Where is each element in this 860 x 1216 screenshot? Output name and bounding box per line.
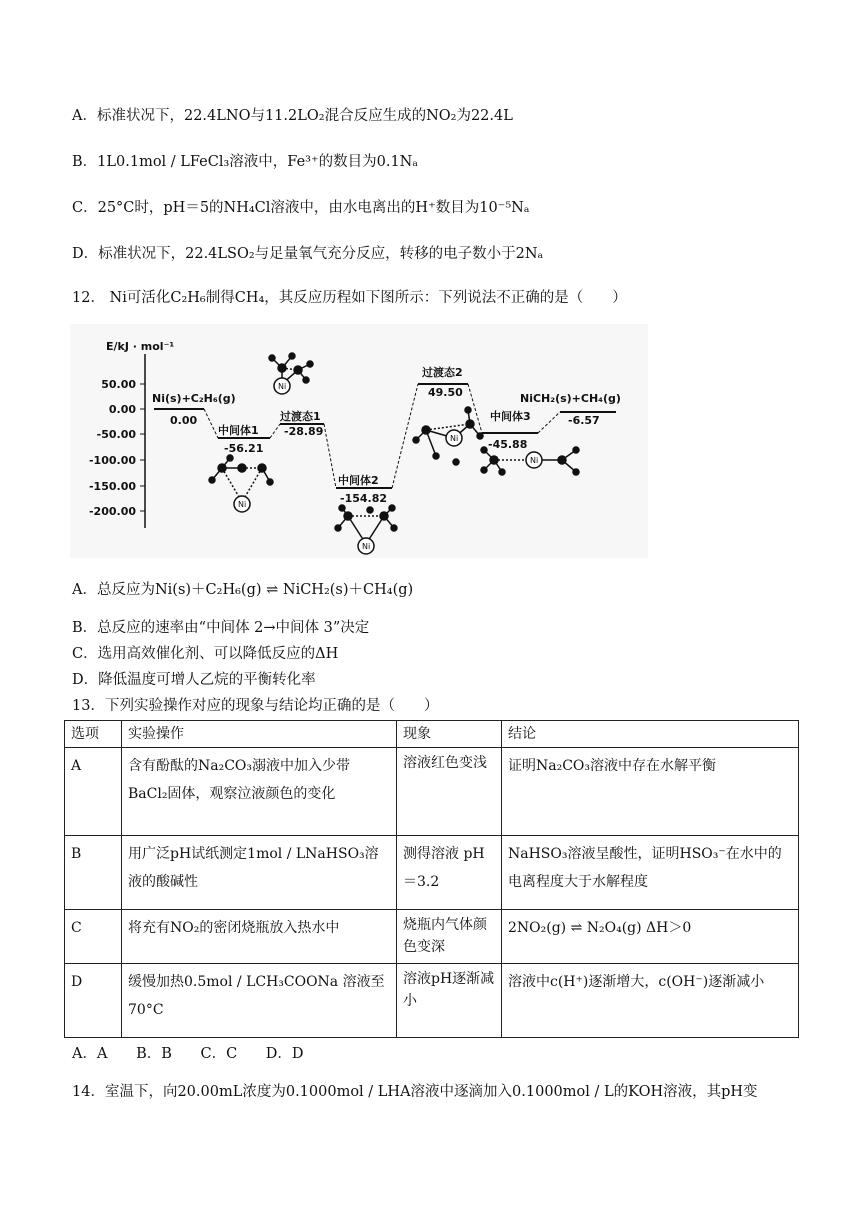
cell-operation: 用广泛pH试纸测定1mol / LNaHSO₃溶液的酸碱性 <box>122 836 397 910</box>
ni-label-ts2: Ni <box>450 434 459 443</box>
molecule-int2 <box>335 505 397 554</box>
int2-value: -154.82 <box>340 492 388 505</box>
q11-option-c: C．25°C时，pH＝5的NH₄Cl溶液中，由水电离出的H⁺数目为10⁻⁵Nₐ <box>72 200 530 216</box>
ni-label-int1: Ni <box>238 500 247 509</box>
int1-value: -56.21 <box>224 442 264 455</box>
q11-option-d: D．标准状况下，22.4LSO₂与足量氧气充分反应，转移的电子数小于2Nₐ <box>72 246 544 262</box>
q14-stem: 14．室温下，向20.00mL浓度为0.1000mol / LHA溶液中逐滴加入0.1000mol / L的KOH溶液，其pH变 <box>72 1084 758 1100</box>
header-phenomenon: 现象 <box>397 721 502 748</box>
ytick-neg150: -150.00 <box>88 480 136 493</box>
ts1-value: -28.89 <box>284 425 324 438</box>
cell-phenomenon: 溶液红色变浅 <box>397 748 502 836</box>
cell-conclusion: 证明Na₂CO₃溶液中存在水解平衡 <box>502 748 799 836</box>
ytick-neg100: -100.00 <box>88 454 136 467</box>
cell-option: A <box>65 748 122 836</box>
q12-option-a: A．总反应为Ni(s)＋C₂H₆(g) ⇌ NiCH₂(s)＋CH₄(g) <box>72 582 414 598</box>
q12-stem: 12． Ni可活化C₂H₆制得CH₄，其反应历程如下图所示：下列说法不正确的是（ ） <box>72 290 627 306</box>
ni-label-int2: Ni <box>362 542 371 551</box>
cell-phenomenon: 溶液pH逐渐减小 <box>397 964 502 1038</box>
diagram-ylabel: E/kJ · mol⁻¹ <box>106 340 175 353</box>
cell-conclusion: 溶液中c(H⁺)逐渐增大，c(OH⁻)逐渐减小 <box>502 964 799 1038</box>
header-option: 选项 <box>65 721 122 748</box>
cell-phenomenon: 测得溶液 pH＝3.2 <box>397 836 502 910</box>
table-row <box>65 748 799 836</box>
q13-choice-b: B．B <box>136 1046 172 1062</box>
table-row <box>65 964 799 1038</box>
table-row <box>65 836 799 910</box>
cell-option: C <box>65 910 122 964</box>
start-value: 0.00 <box>170 414 198 427</box>
start-label: Ni(s)+C₂H₆(g) <box>152 392 236 405</box>
q13-choice-c: C．C <box>200 1046 238 1062</box>
table-header-row <box>65 721 799 748</box>
cell-conclusion: 2NO₂(g) ⇌ N₂O₄(g) ΔH＞0 <box>502 910 799 964</box>
header-conclusion: 结论 <box>502 721 799 748</box>
ytick-50: 50.00 <box>101 378 136 391</box>
cell-option: B <box>65 836 122 910</box>
molecule-int1 <box>209 455 273 512</box>
int3-label: 中间体3 <box>490 410 531 423</box>
cell-option: D <box>65 964 122 1038</box>
ytick-neg50: -50.00 <box>96 428 136 441</box>
molecule-ts1 <box>269 353 313 394</box>
q13-stem: 13．下列实验操作对应的现象与结论均正确的是（ ） <box>72 698 439 714</box>
ytick-neg200: -200.00 <box>88 505 136 518</box>
ts1-label: 过渡态1 <box>280 410 321 423</box>
int2-label: 中间体2 <box>338 474 379 487</box>
molecule-int3 <box>481 447 579 475</box>
energy-profile-diagram <box>70 324 648 558</box>
cell-operation: 缓慢加热0.5mol / LCH₃COONa 溶液至70°C <box>122 964 397 1038</box>
q12-option-d: D．降低温度可增人乙烷的平衡转化率 <box>72 672 316 688</box>
table-row <box>65 910 799 964</box>
ni-label-int3: Ni <box>530 456 539 465</box>
int1-label: 中间体1 <box>218 424 259 437</box>
cell-phenomenon: 烧瓶内气体颜色变深 <box>397 910 502 964</box>
cell-operation: 含有酚酞的Na₂CO₃溺液中加入少带 BaCl₂固体，观察泣液颜色的变化 <box>122 748 397 836</box>
q13-choice-a: A．A <box>72 1046 108 1062</box>
cell-operation: 将充有NO₂的密闭烧瓶放入热水中 <box>122 910 397 964</box>
ni-label-ts1: Ni <box>278 382 287 391</box>
q13-choice-d: D．D <box>265 1046 304 1062</box>
ytick-0: 0.00 <box>108 403 136 416</box>
ts2-label: 过渡态2 <box>422 366 463 379</box>
ts2-value: 49.50 <box>428 386 463 399</box>
int3-value: -45.88 <box>488 438 528 451</box>
end-value: -6.57 <box>568 414 600 427</box>
cell-conclusion: NaHSO₃溶液呈酸性，证明HSO₃⁻在水中的电离程度大于水解程度 <box>502 836 799 910</box>
q12-option-c: C．选用高效催化剂、可以降低反应的ΔH <box>72 646 339 662</box>
end-label: NiCH₂(s)+CH₄(g) <box>520 392 621 405</box>
q11-option-b: B．1L0.1mol / LFeCl₃溶液中，Fe³⁺的数目为0.1Nₐ <box>72 154 418 170</box>
q12-option-b: B．总反应的速率由“中间体 2→中间体 3”决定 <box>72 620 370 636</box>
q11-option-a: A．标准状况下，22.4LNO与11.2LO₂混合反应生成的NO₂为22.4L <box>72 108 513 124</box>
q13-choices <box>72 1044 328 1064</box>
header-operation: 实验操作 <box>122 721 397 748</box>
molecule-ts2 <box>413 407 483 465</box>
experiment-table <box>64 720 799 1038</box>
